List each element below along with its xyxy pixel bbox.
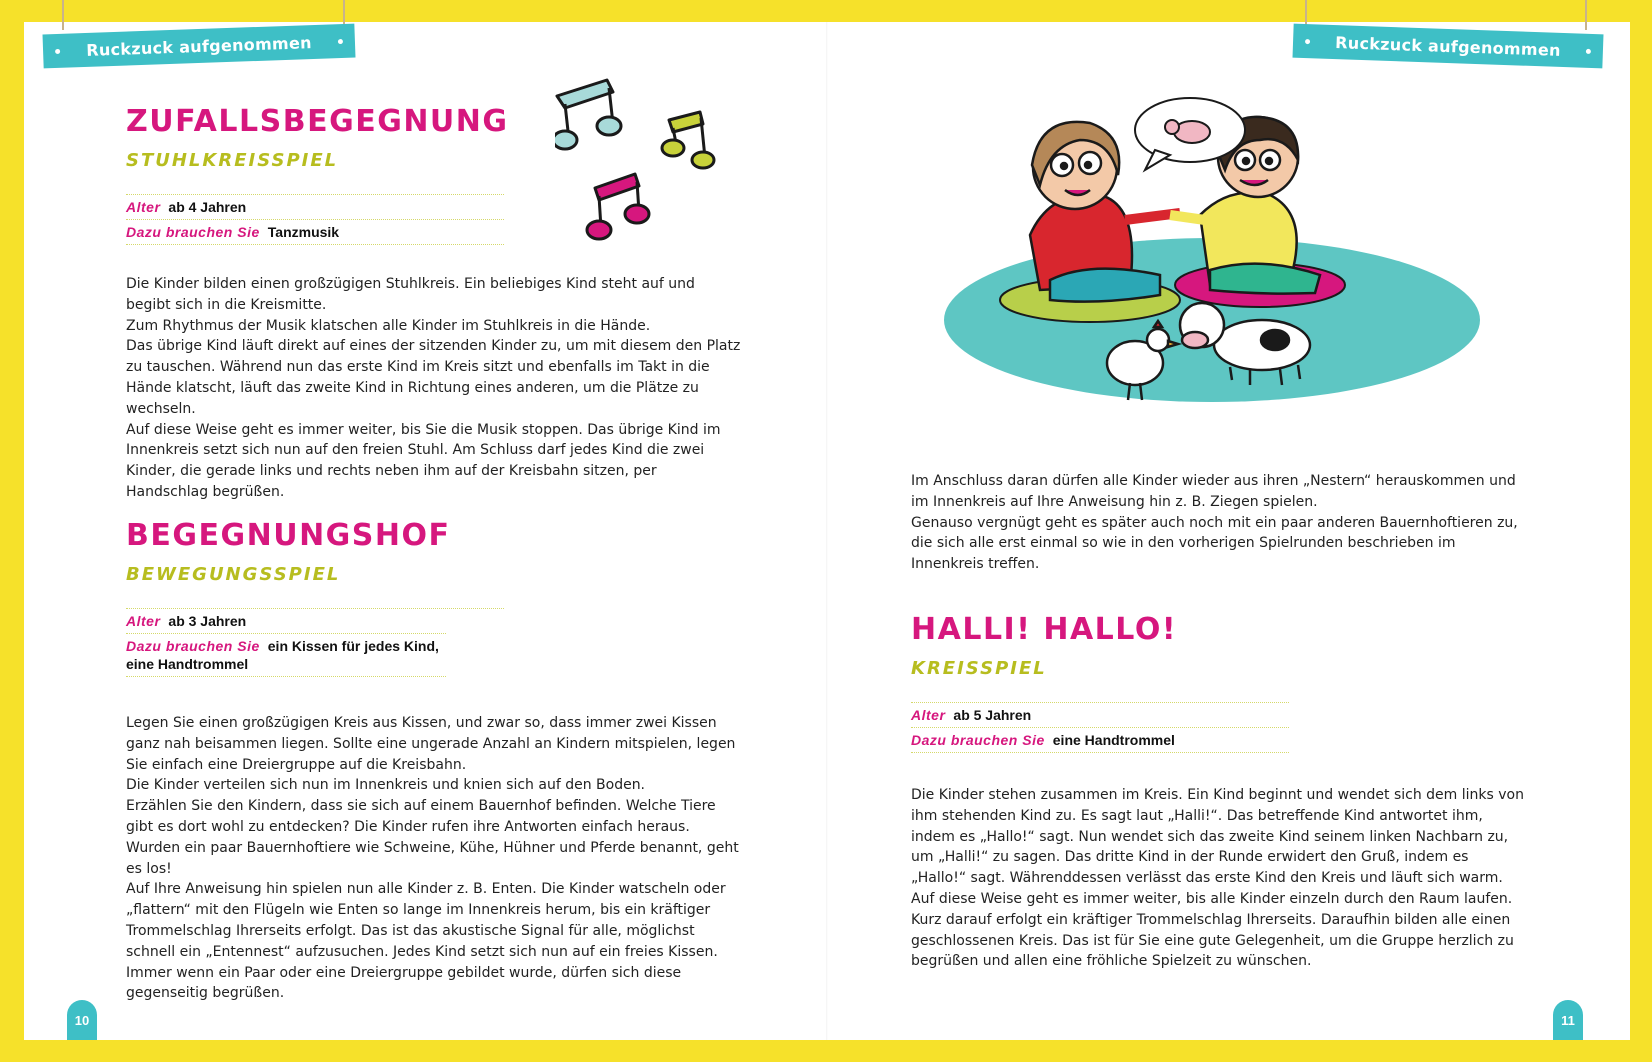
- needs-value: ein Kissen für jedes Kind, eine Handtrommel: [126, 638, 439, 672]
- note-head: [597, 117, 621, 135]
- book-gutter: [826, 22, 828, 1040]
- paragraph: Zum Rhythmus der Musik klatschen alle Kinder im Stuhlkreis in die Hände.: [126, 317, 651, 334]
- hanging-string: [62, 0, 64, 30]
- game-title-zufallsbegegnung: ZUFALLSBEGEGNUNG: [126, 104, 509, 139]
- note-beam: [595, 174, 639, 200]
- needs-value: eine Handtrommel: [1052, 732, 1175, 748]
- age-label: Alter: [126, 199, 161, 215]
- game-subtitle: STUHLKREISSPIEL: [126, 150, 339, 171]
- note-beam: [557, 80, 613, 108]
- paragraph: Die Kinder verteilen sich nun im Innenkreis und knien sich auf den Boden.: [126, 777, 646, 794]
- paragraph: Kurz darauf erfolgt ein kräftiger Trommelschlag Ihrerseits. Daraufhin bilden alle einen geschlossenen Kreis. Das ist für Sie eine gute Gelegenheit, um die Gruppe herzlich zu begrüßen und allen eine fröhliche Spielzeit zu wünschen.: [911, 911, 1514, 970]
- needs-row: [911, 727, 1289, 753]
- age-value: ab 4 Jahren: [168, 199, 247, 215]
- paragraph: Die Kinder stehen zusammen im Kreis. Ein Kind beginnt und wendet sich dem links von ihm stehenden Kind zu. Es sagt laut „Halli!“. Das betreffende Kind antwortet ihm, indem es „Hallo!“ sagt. Nun wendet sich das zweite Kind seinem linken Nachbarn zu, um „Halli!“ zu sagen. Das dritte Kind in der Runde erwidert den Gruß, indem es „Hallo!“ sagt. Währenddessen verlässt das erste Kind den Kreis und läuft sich warm.: [911, 787, 1524, 887]
- paragraph: Die Kinder bilden einen großzügigen Stuhlkreis. Ein beliebiges Kind steht auf und begibt sich in die Kreismitte.: [126, 276, 695, 313]
- page-number-right: 11: [1553, 1000, 1583, 1040]
- paragraph: Auf diese Weise geht es immer weiter, bis alle Kinder einzeln durch den Raum laufen.: [911, 890, 1513, 907]
- header-tag-label: Ruckzuck aufgenommen: [85, 32, 313, 60]
- age-row: [126, 608, 504, 633]
- needs-label: Dazu brauchen Sie: [126, 224, 260, 240]
- music-notes-illustration: [555, 78, 730, 248]
- game-description: [126, 274, 741, 503]
- game-title-begegnungshof: BEGEGNUNGSHOF: [126, 518, 451, 553]
- game-subtitle: KREISSPIEL: [911, 658, 1047, 679]
- paragraph: Legen Sie einen großzügigen Kreis aus Kissen, und zwar so, dass immer zwei Kissen ganz nah beisammen liegen. Sollte eine ungerade Anzahl an Kindern mitspielen, legen Sie einfach eine Dreiergruppe auf die Kreisbahn.: [126, 715, 736, 773]
- needs-value: Tanzmusik: [267, 224, 340, 240]
- paragraph: Im Anschluss daran dürfen alle Kinder wieder aus ihren „Nestern“ herauskommen und im Innenkreis auf Ihre Anweisung hin z. B. Ziegen spielen.: [911, 473, 1516, 510]
- game-subtitle: BEWEGUNGSSPIEL: [126, 564, 341, 585]
- paragraph: Das übrige Kind läuft direkt auf eines der sitzenden Kinder zu, um mit diesem den Platz zu tauschen. Während nun das erste Kind im Kreis sitzt und ebenfalls im Takt in die Hände klatscht, läuft das zweite Kind in Richtung eines anderen, um die Plätze zu wechseln.: [126, 338, 741, 417]
- hanging-string: [1585, 0, 1587, 30]
- needs-row: [126, 219, 504, 245]
- game-info-box: [126, 194, 504, 245]
- paragraph: Auf Ihre Anweisung hin spielen nun alle Kinder z. B. Enten. Die Kinder watscheln oder „flattern“ mit den Flügeln wie Enten so lange im Innenkreis herum, bis ein kräftiger Trommelschlag Ihrerseits erfolgt. Das ist das akustische Signal für alle, möglichst schnell ein „Entennest“ aufzusuchen. Jedes Kind setzt sich nun auf ein freies Kissen. Immer wenn ein Paar oder eine Dreiergruppe gebildet wurde, dürfen sich diese gegenseitig begrüßen.: [126, 881, 726, 1002]
- header-tag-label: Ruckzuck aufgenommen: [1334, 32, 1562, 60]
- needs-label: Dazu brauchen Sie: [911, 732, 1045, 748]
- age-label: Alter: [911, 707, 946, 723]
- age-row: [126, 194, 504, 219]
- game-title-halli-hallo: HALLI! HALLO!: [911, 612, 1178, 647]
- game-info-box: [126, 608, 504, 677]
- page-number-left: 10: [67, 1000, 97, 1040]
- game-info-box: [911, 702, 1289, 753]
- age-label: Alter: [126, 613, 161, 629]
- paragraph: Genauso vergnügt geht es später auch noch mit ein paar anderen Bauernhoftieren zu, die sich alle erst einmal so wie in den vorherigen Spielrunden beschrieben im Innenkreis treffen.: [911, 514, 1518, 573]
- needs-label: Dazu brauchen Sie: [126, 638, 260, 654]
- paragraph: Erzählen Sie den Kindern, dass sie sich auf einem Bauernhof befinden. Welche Tiere gibt es dort wohl zu entdecken? Die Kinder rufen ihre Antworten einfach heraus. Wurden ein paar Bauernhoftiere wie Schweine, Kühe, Hühner und Pferde benannt, geht es los!: [126, 798, 739, 877]
- children-animals-illustration: [940, 95, 1485, 415]
- age-value: ab 5 Jahren: [953, 707, 1032, 723]
- continuation-text: [911, 471, 1526, 575]
- game-description: [126, 713, 741, 1004]
- age-value: ab 3 Jahren: [168, 613, 247, 629]
- game-description: [911, 785, 1526, 972]
- age-row: [911, 702, 1289, 727]
- note-head: [555, 131, 577, 149]
- needs-row: [126, 633, 446, 677]
- paragraph: Auf diese Weise geht es immer weiter, bis Sie die Musik stoppen. Das übrige Kind im Innenkreis setzt sich nun auf den freien Stuhl. Am Schluss darf jedes Kind die zwei Kinder, die gerade links und rechts neben ihm auf der Kreisbahn sitzen, per Handschlag begrüßen.: [126, 421, 721, 500]
